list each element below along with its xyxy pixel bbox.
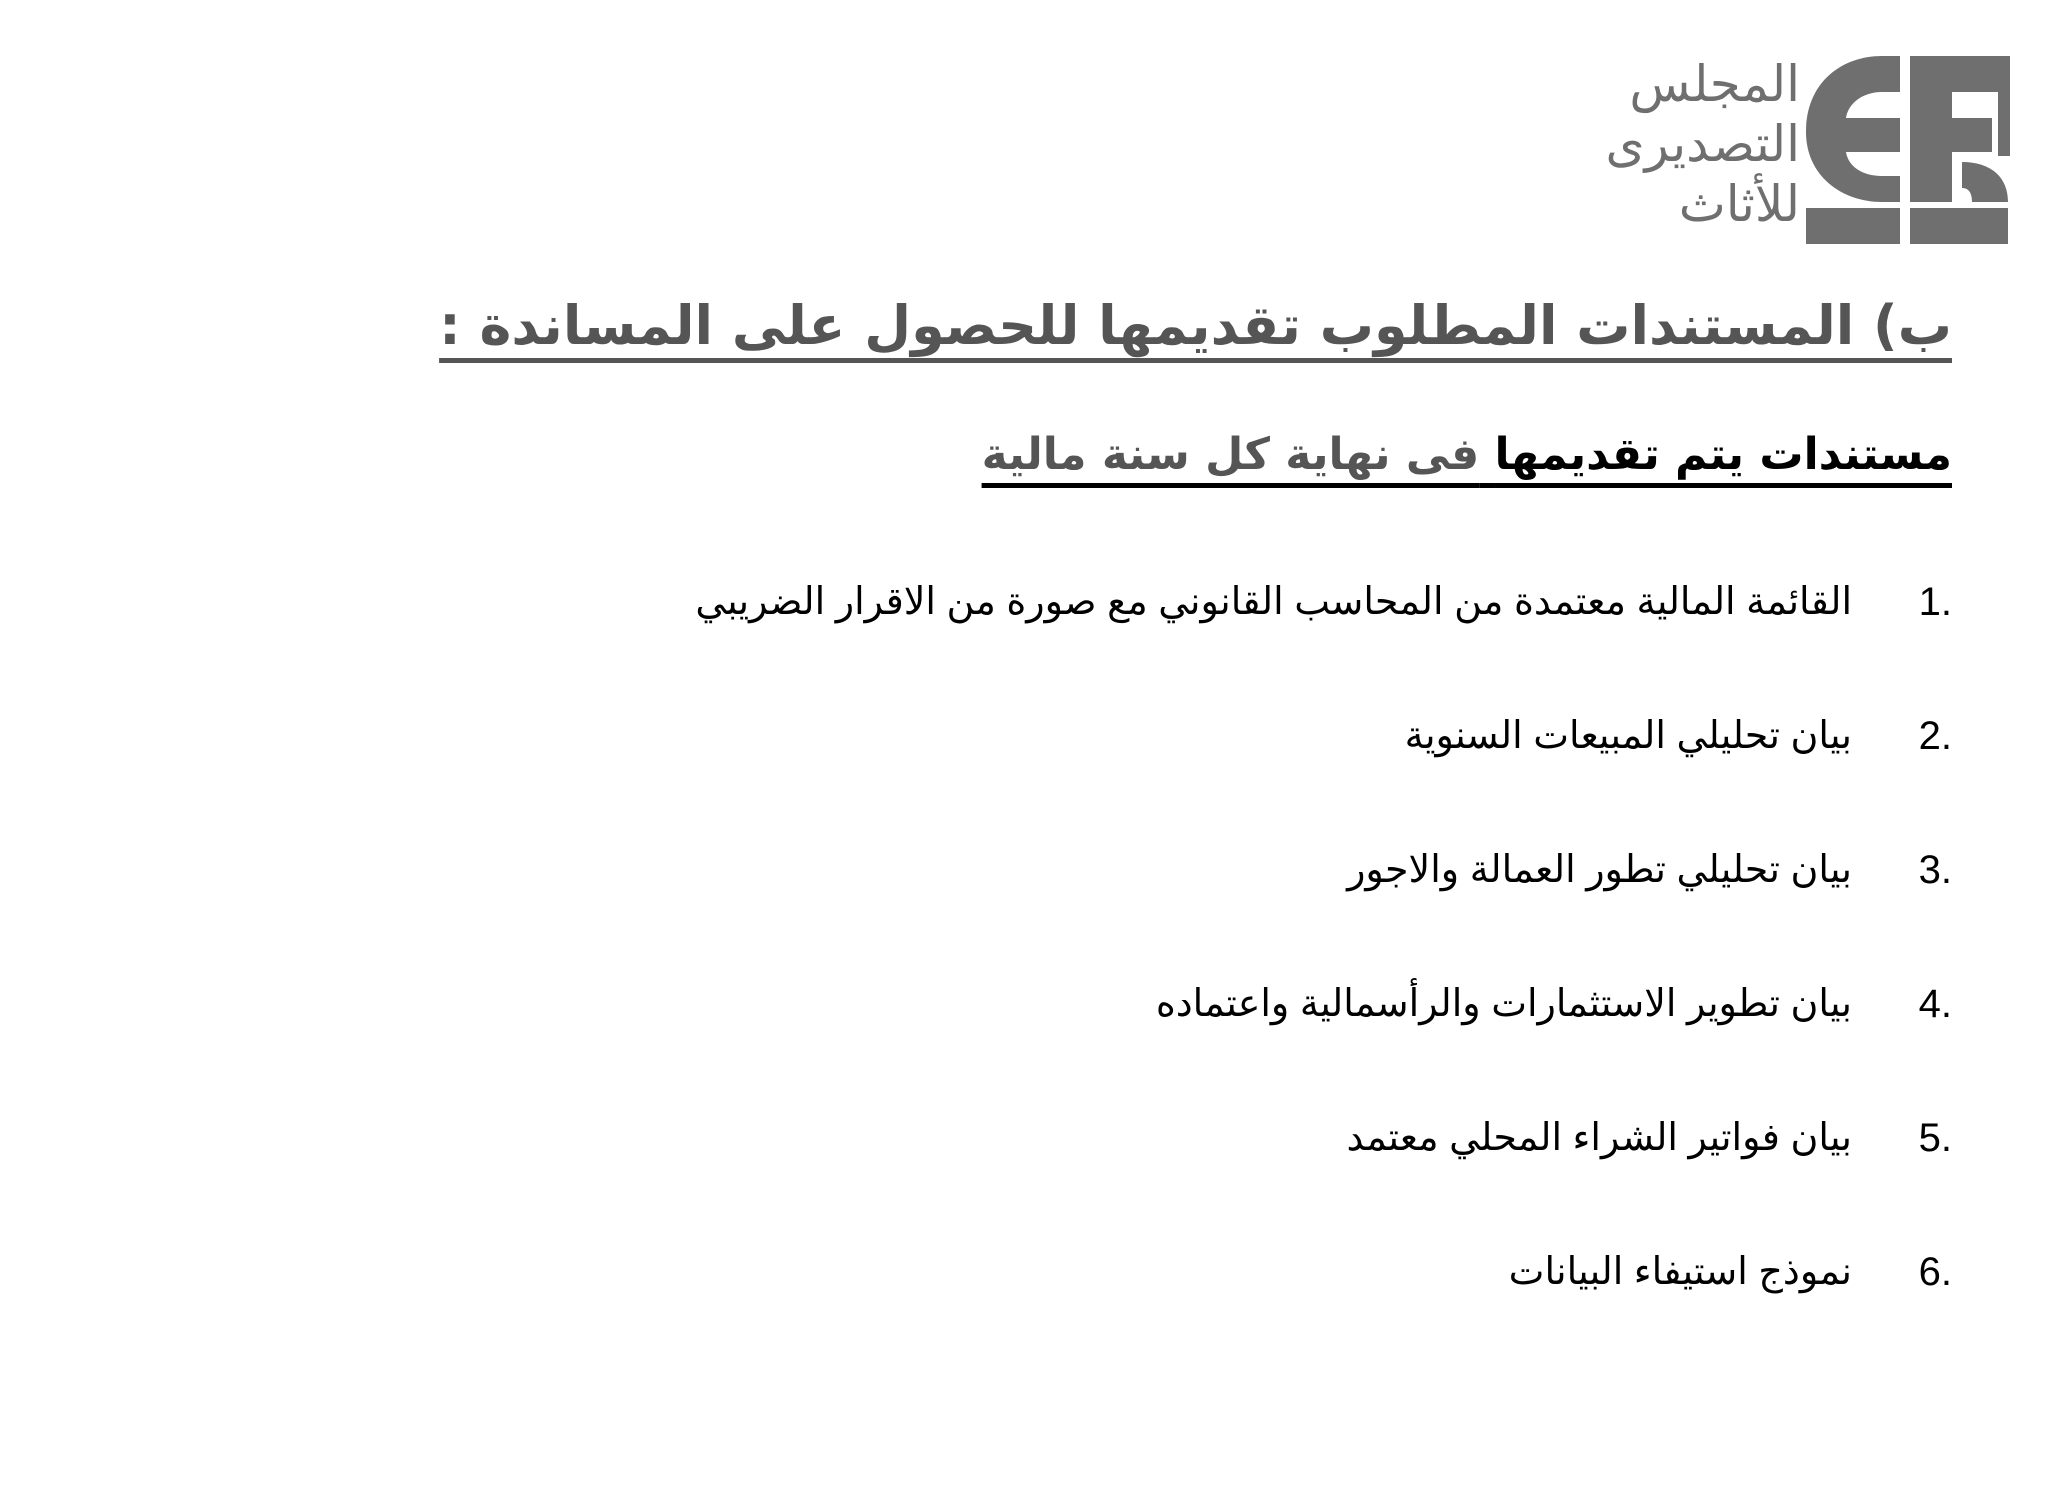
list-item (352, 1242, 1952, 1376)
item-text: بيان تحليلي تطور العمالة والاجور (1347, 849, 1852, 891)
list-item (352, 974, 1952, 1108)
item-number: 5. (1918, 1116, 1952, 1160)
list-item (352, 1108, 1952, 1242)
item-text: بيان تطوير الاستثمارات والرأسمالية واعتماده (1155, 983, 1852, 1025)
sub-heading-part-a: مستندات يتم تقديمها (1494, 429, 1952, 480)
logo-line-1: المجلس (1629, 55, 1800, 113)
sub-heading (982, 420, 1952, 490)
item-number: 3. (1918, 848, 1952, 892)
sub-heading-part-b: فى نهاية كل سنة مالية (981, 429, 1480, 480)
list-item (352, 572, 1952, 706)
item-text: نموذج استيفاء البيانات (1508, 1251, 1852, 1293)
main-heading: ب) المستندات المطلوب تقديمها للحصول على المساندة : (439, 294, 1952, 357)
council-logo (1540, 48, 2010, 244)
item-number: 6. (1918, 1250, 1952, 1294)
list-item (352, 706, 1952, 840)
item-text: بيان فواتير الشراء المحلي معتمد (1346, 1117, 1852, 1159)
logo-mark-icon (1802, 52, 2010, 244)
item-text: بيان تحليلي المبيعات السنوية (1404, 715, 1852, 757)
item-text: القائمة المالية معتمدة من المحاسب القانوني مع صورة من الاقرار الضريبي (695, 581, 1852, 623)
list-item (352, 840, 1952, 974)
item-number: 2. (1918, 714, 1952, 758)
logo-line-3: للأثاث (1678, 175, 1800, 233)
required-documents-list (352, 572, 1952, 1376)
item-number: 4. (1918, 982, 1952, 1026)
logo-line-2: التصديرى (1605, 115, 1800, 173)
logo-wordmark (1540, 54, 1800, 234)
item-number: 1. (1918, 580, 1952, 624)
